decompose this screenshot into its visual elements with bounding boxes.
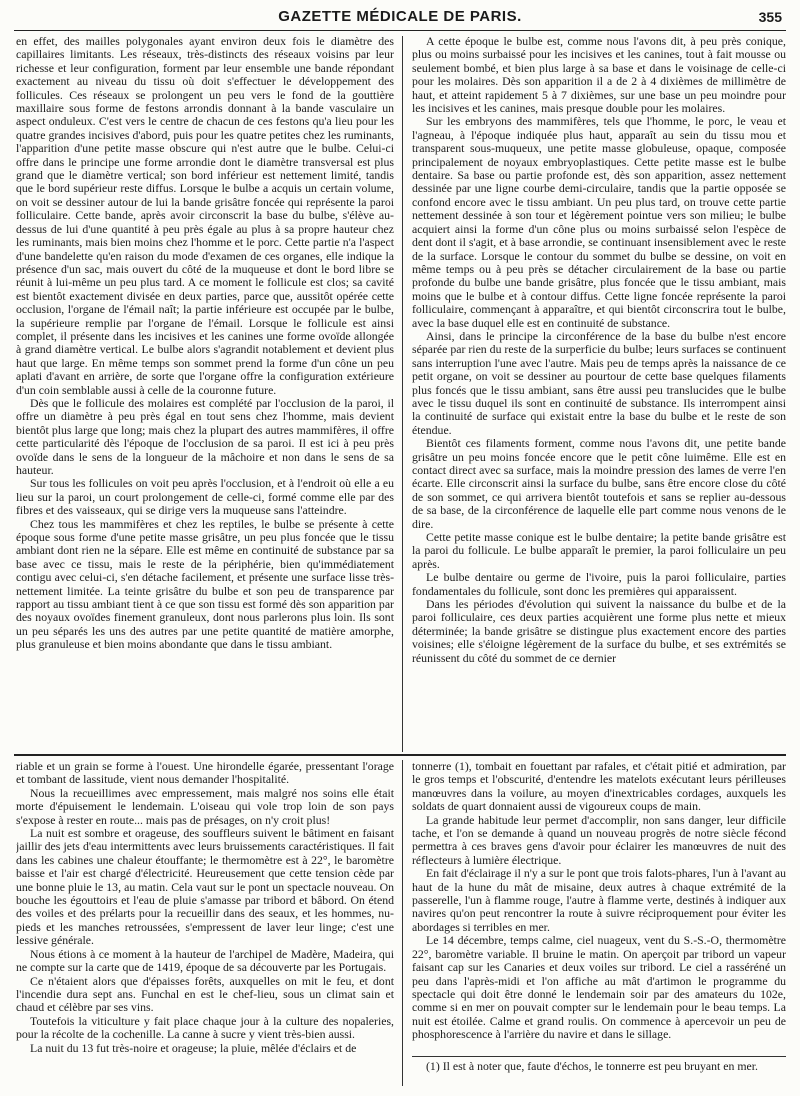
page-header [14,8,786,31]
paragraph: Cette petite masse conique est le bulbe dentaire; la petite bande grisâtre est la paroi du follicule. Le bulbe apparaît le premier, la paroi folliculaire un peu après. [412,530,786,571]
paragraph: A cette époque le bulbe est, comme nous l'avons dit, à peu près conique, plus ou moins surbaissé pour les incisives et les canines, tout à fait mousse ou seulement bombé, et bien plus large à sa base et dans le voisinage de celle-ci pour les molaires. Dès son apparition il a de 2 à 4 dixièmes de millimètre de haut, et atteint rapidement 5 à 7 dixièmes, sur une base un peu moindre pour les incisives et les canines, mais presque double pour les molaires. [412,35,786,116]
article-column-right [412,35,786,753]
paragraph: en effet, des mailles polygonales ayant environ deux fois le diamètre des capillaires limitants. Les réseaux, très-distincts des réseaux voisins par leur richesse et leur configuration, forment par leur ensemble une bande répondant exactement au niveau du tissu où doit s'effectuer le développement des follicules. Ces réseaux se prolongent un peu vers le fond de la gouttière maxillaire sous forme de festons arrondis donnant à la bande vasculaire un aspect onduleux. C'est vers le centre de chacun de ces festons qu'a lieu pour les quatre grandes incisives d'abord, puis pour les quatre petites chez les ruminants, l'apparition d'une petite masse obscure qui n'est autre que le bulbe. Celui-ci offre dans le principe une forme arrondie dont le diamètre transversal est plus grand que le diamètre vertical; son bord inférieur est nettement limité, tandis que le bord supérieur reste diffus. Lorsque le bulbe a acquis un certain volume, on voit se dessiner autour de lui la bande grisâtre foncée qui représente la paroi folliculaire. Cette bande, après avoir circonscrit la base du bulbe, s'élève au-dessus de lui d'une quantité à peu près égale au plus à sa propre hauteur chez les ruminants, mais bien moins chez l'homme et le porc. Cette partie n'a l'aspect d'une bandelette qu'en raison du mode d'examen de ces organes, elle indique la présence d'un sac, mais ouvert du côté de la muqueuse et dont le bord libre se réunit à lui-même un peu plus tard. A ce moment le follicule est clos; sa cavité est bientôt exactement divisée en deux parties, parce que, aussitôt opérée cette occlusion, l'organe de l'émail naît; la partie inférieure est occupée par le bulbe, la supérieure remplie par l'organe de l'émail. Lorsque le follicule est ainsi complet, il présente dans les incisives et les canines une forme ovoïde allongée à grand diamètre vertical. Le bulbe alors s'agrandit notablement et devient plus haut que large. En même temps son sommet prend la forme d'un cône un peu aplati d'avant en arrière, de sorte que l'organe offre la configuration extérieure d'un coin semblable aussi à celle de la couronne future. [16,35,394,397]
column-divider-top [402,36,403,752]
footnote-rule [412,1056,786,1057]
paragraph: Bientôt ces filaments forment, comme nous l'avons dit, une petite bande grisâtre un peu moins foncée encore que le petit cône luimême. Elle est en contact direct avec sa surface, mais la moindre pression des lames de verre l'en écarte. Elle circonscrit ainsi la surface du bulbe, sans être encore close du côté de son sommet, ce qui arrivera bientôt toutefois et sans se replier au-dessous de sa base, de la circonférence de laquelle elle part comme nous venons de le dire. [412,436,786,531]
paragraph: Le bulbe dentaire ou germe de l'ivoire, puis la paroi folliculaire, parties fondamentales du follicule, sont donc les premières qui apparaissent. [412,570,786,598]
paragraph: La nuit du 13 fut très-noire et orageuse; la pluie, mêlée d'éclairs et de [30,1040,357,1055]
article-column-left [16,35,394,753]
paragraph: Dans les périodes d'évolution qui suivent la naissance du bulbe et de la paroi folliculaire, ces deux parties acquièrent une forme plus nette et mieux déterminée; la bande grisâtre se distingue plus exactement encore des parties voisines; elle s'éloigne légèrement de la surface du bulbe, et ses extrémités se réunissent du côté du sommet de ce dernier [412,597,786,665]
paragraph: Toutefois la viticulture y fait place chaque jour à la culture des nopaleries, pour la récolte de la cochenille. La canne à sucre y vient très-bien aussi. [16,1013,394,1042]
paragraph: Sur tous les follicules on voit peu après l'occlusion, et à l'endroit où elle a eu lieu sur la paroi, un court prolongement de celle-ci, formé comme elle par des fibres et des vaisseaux, qui se dirige vers la muqueuse sans l'atteindre. [16,476,394,518]
feuilleton-column-left [16,760,394,1086]
paragraph: riable et un grain se forme à l'ouest. Une hirondelle égarée, pressentant l'orage et tombant de lassitude, vient nous demander l'hospitalité. [16,760,394,787]
page-number: 355 [758,9,782,25]
paragraph: La nuit est sombre et orageuse, des souffleurs suivent le bâtiment en faisant jaillir des jets d'eau intermittents avec leurs bruissements caractéristiques. Il fait dans les cabines une chaleur étouffante; le thermomètre est à 22°, le baromètre baisse et l'air est chargé d'électricité. Heureusement que cette tension cède par une bonne pluie le 13, au matin. Cela vaut sur le pont un spectacle nouveau. On bouche les égouttoirs et l'eau de pluie s'amasse par tribord et bâbord. On étend des voiles et des prélarts pour la recueillir dans des seaux, et les hommes, nu-pieds et les manches retroussées, s'empressent de laver leur linge; c'est une lessive générale. [16,826,394,948]
paragraph: Nous la recueillimes avec empressement, mais malgré nos soins elle était morte d'épuisement le lendemain. L'oiseau qui vole trop loin de son pays s'expose à rester en route... mais pas de présages, on n'y croit plus! [16,785,394,827]
paragraph: La grande habitude leur permet d'accomplir, non sans danger, leur difficile tache, et l'on se demande à quand un nouveau progrès de notre siècle fécond permettra à ces braves gens d'avoir pour éclairer les manœuvres de nuit des réflecteurs à lumière électrique. [412,812,786,867]
paragraph: tonnerre (1), tombait en fouettant par rafales, et c'était pitié et admiration, par le gros temps et l'obscurité, d'entendre les matelots exécutant leurs périlleuses manœuvres dans la voilure, au moyen d'inextricables cordages, auxquels les soldats de quart donnaient aussi de vigoureux coups de main. [412,760,786,814]
paragraph: Le 14 décembre, temps calme, ciel nuageux, vent du S.-S.-O, thermomètre 22°, baromètre variable. Il bruine le matin. On aperçoit par tribord un vapeur faisant cap sur les Canaries et deux voiles sur tribord. Le ciel a rasséréné un peu dans l'après-midi et l'on affiche au mât d'artimon le programme du spectacle qui doit être donné le lendemain soir par des amateurs du 102e, comme si en mer on pouvait compter sur le lendemain pour le beau temps. La nuit est étoilée. Calme et grand roulis. On commence à apercevoir un peu de phosphorescence à l'arrière du navire et dans le sillage. [412,933,786,1042]
section-divider [14,754,786,756]
paragraph: Ce n'étaient alors que d'épaisses forêts, auxquelles on mit le feu, et dont l'incendie dura sept ans. Funchal en est le chef-lieu, sous un climat sain et chaud et célèbre par ses vins. [16,973,394,1015]
paragraph: En fait d'éclairage il n'y a sur le pont que trois falots-phares, l'un à l'avant au haut de la hune du mât de misaine, deux autres à chaque extrémité de la passerelle, l'un à flamme rouge, l'autre à flamme verte, destinés à indiquer aux navires qu'on peut rencontrer la route à suivre réciproquement pour éviter les abordages si terribles en mer. [412,866,786,934]
feuilleton-column-right [412,760,786,1086]
paragraph: Chez tous les mammifères et chez les reptiles, le bulbe se présente à cette époque sous forme d'une petite masse grisâtre, un peu plus foncée que le tissu ambiant dont rien ne la sépare. Elle est même en continuité de substance par sa base avec ce tissu, mais le reste de la périphérie, bien qu'immédiatement contigu avec celui-ci, s'en détache facilement, et présente une surface lisse très-nettement limitée. La teinte grisâtre du bulbe et son peu de transparence par rapport au tissu ambiant tient à ce que son tissu est formé dès son apparition par des noyaux ovoïdes finement granuleux, dont nous parlerons plus loin. Ils sont un peu séparés les uns des autres par une petite quantité de matière amorphe, plus granuleuse et bien moins abondante que dans le tissu ambiant. [16,516,394,652]
paragraph: Ainsi, dans le principe la circonférence de la base du bulbe n'est encore séparée par rien du reste de la surperficie du bulbe; leurs surfaces se continuent sans interruption l'une avec l'autre. Mais peu de temps après la naissance de ce petit organe, on voit se dessiner au pourtour de cette base quelques filaments plus foncés que le tissu ambiant, sans être aussi peu translucides que le bulbe avec le tissu duquel ils sont en continuité de substance. Ils interrompent ainsi la continuité de surface qui existait entre la base du bulbe et le reste de son étendue. [412,328,786,437]
column-divider-bottom [402,760,403,1086]
feuilleton-body [412,760,786,1054]
journal-title: GAZETTE MÉDICALE DE PARIS. [278,8,522,25]
paragraph: Nous étions à ce moment à la hauteur de l'archipel de Madère, Madeira, qui ne compte sur la carte que de 1419, époque de sa découverte par les Portugais. [16,946,394,975]
footnote: (1) Il est à noter que, faute d'échos, le tonnerre est peu bruyant en mer. [426,1059,758,1073]
paragraph: Dès que le follicule des molaires est complété par l'occlusion de la paroi, il offre un diamètre à peu près égal en tout sens chez l'homme, mais devient bientôt plus large que long; mais chez la plupart des autres mammifères, il offre cette particularité dès l'époque de l'occlusion de sa paroi. Il est ici à peu près ovoïde dans le sens de la longueur de la mâchoire et non dans le sens de sa hauteur. [16,395,394,477]
paragraph: Sur les embryons des mammifères, tels que l'homme, le porc, le veau et l'agneau, à l'époque indiquée plus haut, apparaît au sein du tissu mou et transparent sous-muqueux, une petite masse globuleuse, opaque, composée principalement de noyaux embryoplastiques. Cette petite masse est le bulbe dentaire. Sa base ou partie profonde est, dès son apparition, assez nettement dessinée par une ligne courbe demi-circulaire, tandis que la partie opposée se confond encore avec le tissu ambiant. Un peu plus tard, on trouve cette partie nettement dessinée à son tour et légèrement pointue vers son milieu; le bulbe acquiert ainsi la forme d'un cône plus ou moins surbaissé selon l'espèce de dent dont il s'agit, et à base arrondie, se continuant insensiblement avec le reste de la surface. Lorsque le contour du sommet du bulbe se dessine, on voit en même temps ou à peu près se détacher circulairement de la base ou partie profonde du bulbe une bande grisâtre, plus foncée que le tissu ambiant, mais moins que le bulbe et à contour diffus. Cette ligne foncée représente la paroi folliculaire, commençant à apparaître, et qui bientôt circonscrira tout le bulbe, avec la base duquel elle est en continuité de substance. [412,114,786,330]
